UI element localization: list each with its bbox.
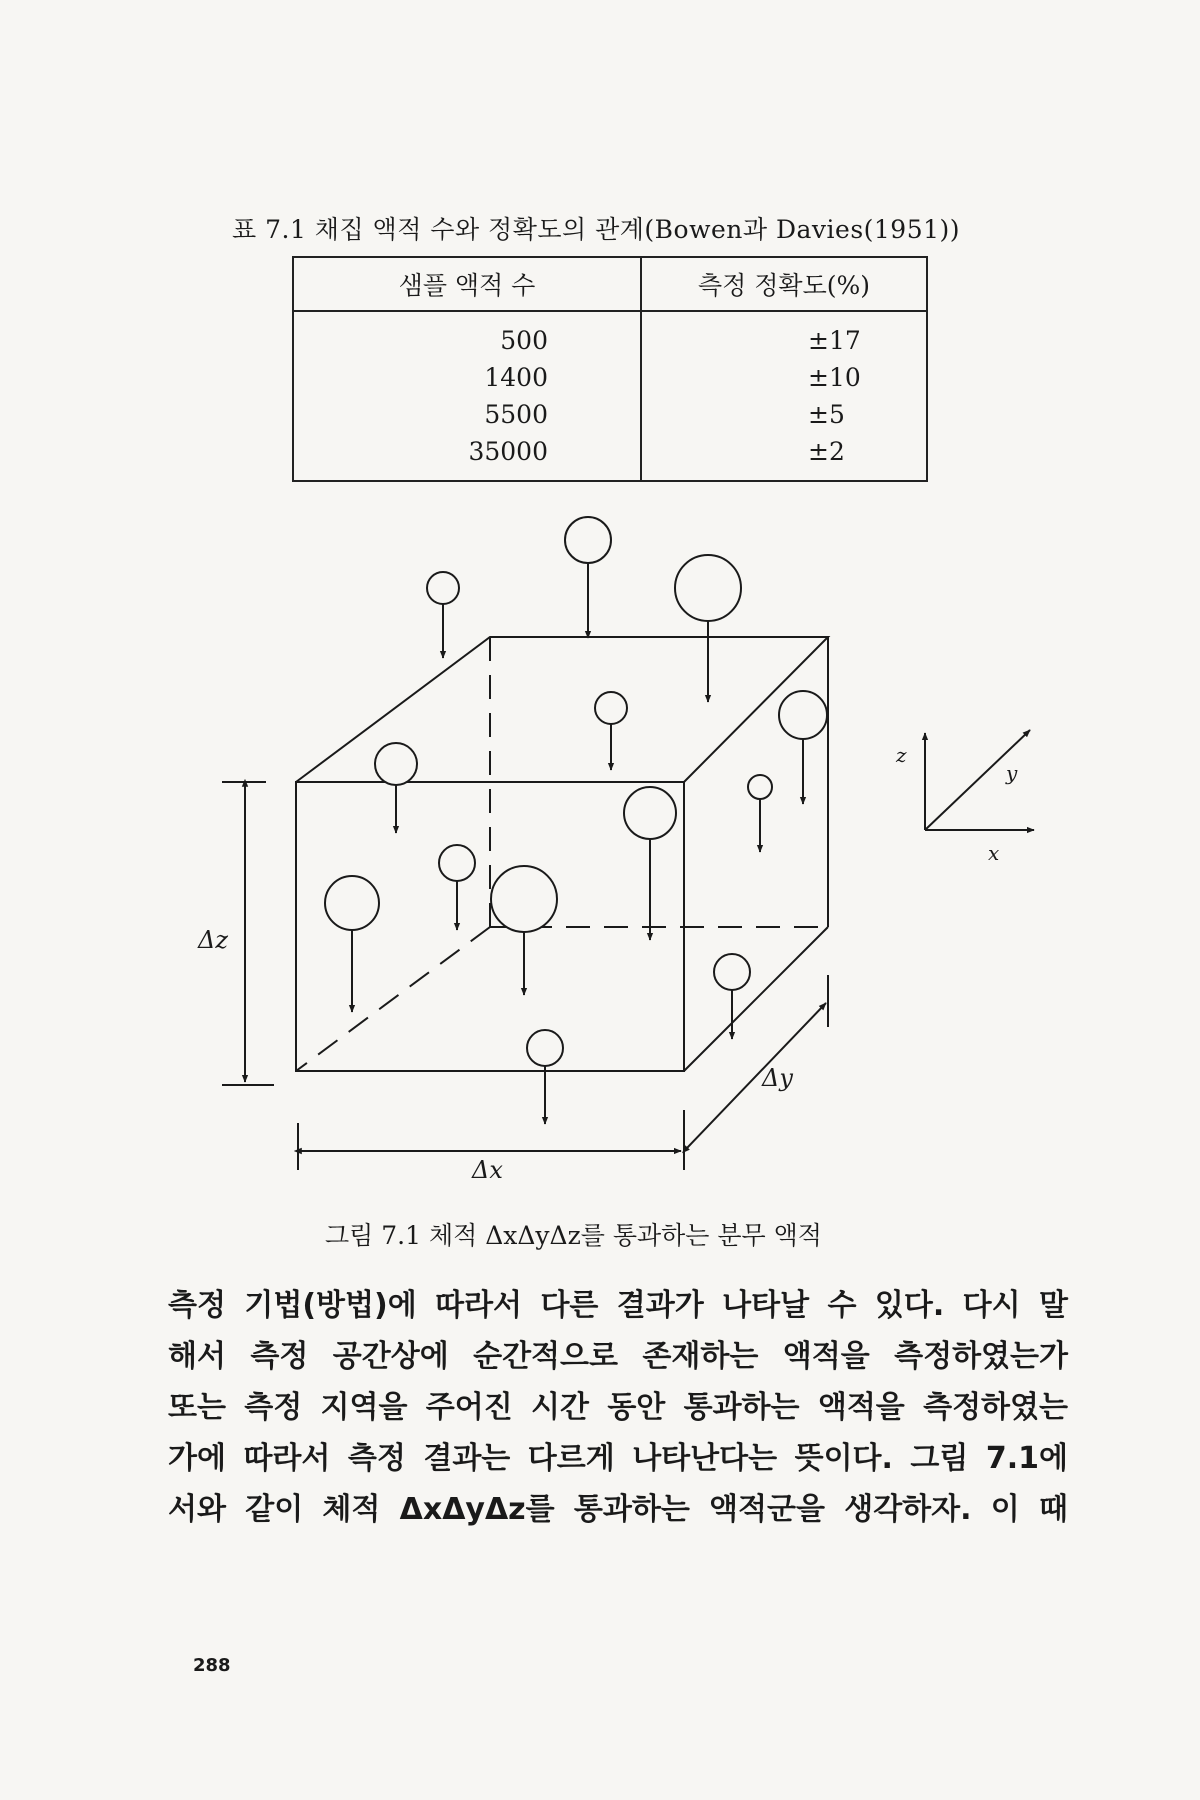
table-row — [293, 396, 927, 433]
droplet-cube-figure — [0, 500, 1200, 1200]
axis-x-label: x — [988, 841, 1000, 865]
body-line: 서와 같이 체적 ΔxΔyΔz를 통과하는 액적군을 생각하자. 이 때 — [168, 1492, 1068, 1527]
droplet — [375, 743, 417, 833]
droplet — [325, 876, 379, 1012]
droplet — [491, 866, 557, 995]
header-accuracy: 측정 정확도(%) — [641, 257, 927, 311]
table-header-row — [293, 257, 927, 311]
droplet — [565, 517, 611, 638]
dz-label: Δz — [198, 926, 228, 954]
droplet — [624, 787, 676, 940]
cube — [296, 637, 828, 1071]
header-sample-count: 샘플 액적 수 — [293, 257, 641, 311]
cube-bottom-right-edge — [684, 927, 828, 1071]
figure-caption: 그림 7.1 체적 ΔxΔyΔz를 통과하는 분무 액적 — [325, 1221, 822, 1250]
droplets — [325, 517, 827, 1124]
cell-accuracy: ±2 — [808, 437, 845, 466]
droplet — [527, 1030, 563, 1124]
droplet — [779, 691, 827, 804]
table-row — [293, 433, 927, 481]
body-line: 가에 따라서 측정 결과는 다르게 나타난다는 뜻이다. 그림 7.1에 — [168, 1441, 1068, 1476]
axis-y-label: y — [1006, 761, 1018, 785]
table-row — [293, 311, 927, 359]
cell-accuracy: ±5 — [808, 400, 845, 429]
accuracy-table — [292, 256, 928, 482]
body-line: 측정 기법(방법)에 따라서 다른 결과가 나타날 수 있다. 다시 말 — [168, 1288, 1068, 1323]
body-line: 해서 측정 공간상에 순간적으로 존재하는 액적을 측정하였는가 — [168, 1339, 1068, 1374]
cell-accuracy: ±10 — [808, 363, 861, 392]
table-caption: 표 7.1 채집 액적 수와 정확도의 관계(Bowen과 Davies(1951)) — [232, 215, 961, 244]
dy-dimension — [687, 1003, 826, 1148]
axis-z-label: z — [896, 743, 907, 767]
cell-accuracy: ±17 — [808, 326, 861, 355]
page-number: 288 — [193, 1655, 231, 1676]
droplet — [748, 775, 772, 852]
table-row — [293, 359, 927, 396]
droplet — [439, 845, 475, 930]
axes-indicator — [925, 730, 1034, 830]
cell-samples: 35000 — [293, 433, 641, 481]
cell-samples: 500 — [293, 311, 641, 359]
body-paragraph — [168, 1280, 1068, 1535]
dy-label: Δy — [762, 1064, 793, 1092]
droplet — [675, 555, 741, 702]
droplet — [714, 954, 750, 1039]
dx-label: Δx — [472, 1156, 503, 1184]
cell-samples: 5500 — [293, 396, 641, 433]
droplet — [595, 692, 627, 770]
body-line: 또는 측정 지역을 주어진 시간 동안 통과하는 액적을 측정하였는 — [168, 1390, 1068, 1425]
cell-samples: 1400 — [293, 359, 641, 396]
droplet — [427, 572, 459, 658]
